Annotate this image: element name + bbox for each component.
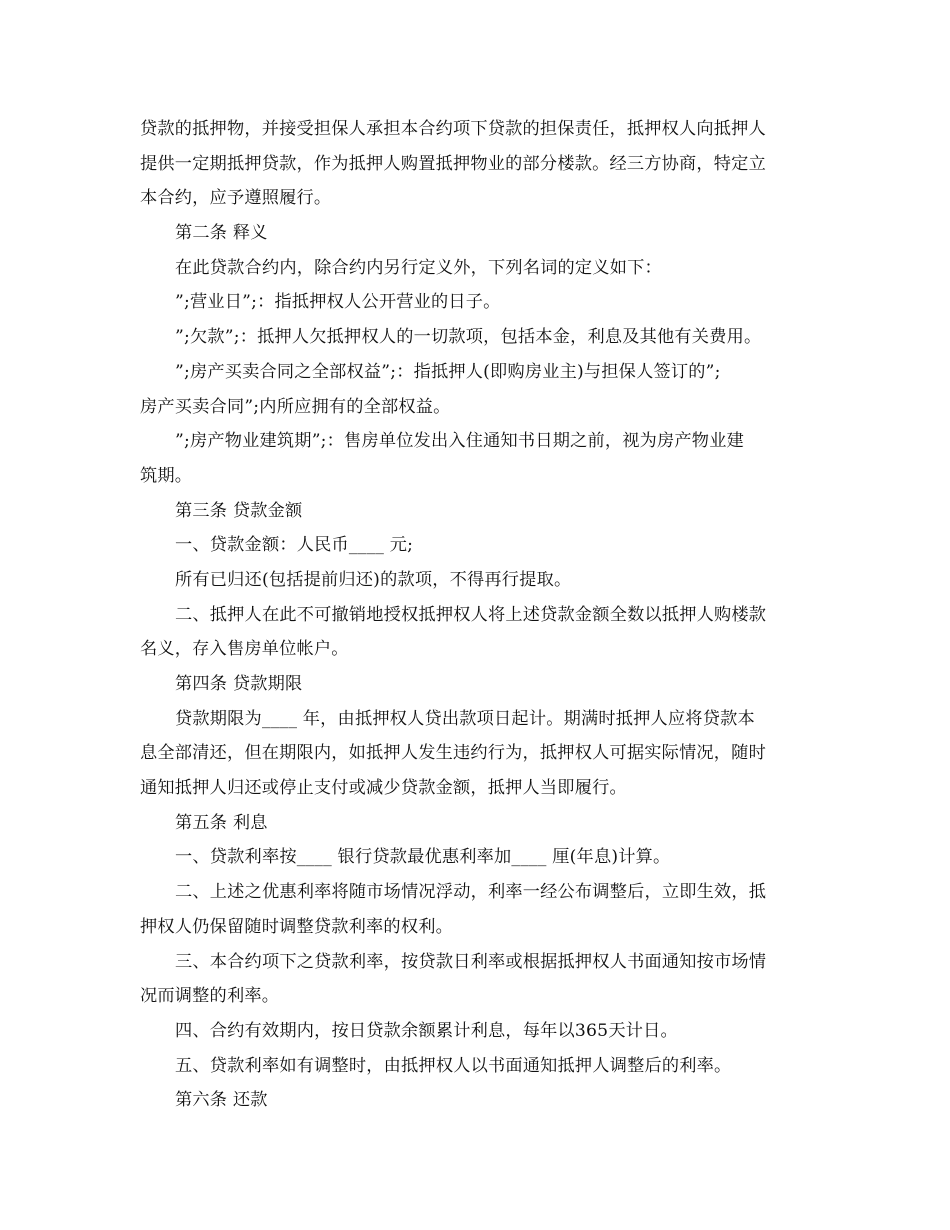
paragraph-line: 名义，存入售房单位帐户。 <box>140 639 349 660</box>
paragraph-line: 押权人仍保留随时调整贷款利率的权利。 <box>140 916 453 937</box>
paragraph-line: 况而调整的利率。 <box>140 986 280 1007</box>
definition-line: ”;房产买卖合同之全部权益”;：指抵押人(即购房业主)与担保人签订的”; <box>175 361 721 382</box>
paragraph-line: 贷款的抵押物，并接受担保人承担本合约项下贷款的担保责任，抵押权人向抵押人 <box>140 119 766 139</box>
article-heading: 第六条 还款 <box>175 1090 268 1111</box>
paragraph-line: 通知抵押人归还或停止支付或减少贷款金额，抵押人当即履行。 <box>140 778 627 799</box>
paragraph-line: 四、合约有效期内，按日贷款余额累计利息，每年以365天计日。 <box>175 1020 678 1041</box>
article-heading: 第五条 利息 <box>175 812 268 833</box>
paragraph-line: 二、上述之优惠利率将随市场情况浮动，利率一经公布调整后，立即生效，抵 <box>175 882 767 903</box>
definition-line: ”;欠款”;：抵押人欠抵押权人的一切款项，包括本金，利息及其他有关费用。 <box>175 327 762 348</box>
paragraph-line: 五、贷款利率如有调整时，由抵押权人以书面通知抵押人调整后的利率。 <box>175 1055 732 1076</box>
definition-line: ”;营业日”;：指抵押权人公开营业的日子。 <box>175 292 501 313</box>
paragraph-line: 一、贷款金额：人民币____ 元; <box>175 535 414 556</box>
paragraph-line: 一、贷款利率按____ 银行贷款最优惠利率加____ 厘(年息)计算。 <box>175 847 671 868</box>
paragraph-line: 贷款期限为____ 年，由抵押权人贷出款项日起计。期满时抵押人应将贷款本 <box>175 708 755 729</box>
document-body <box>140 112 820 1118</box>
paragraph-line: 所有已归还(包括提前归还)的款项，不得再行提取。 <box>175 569 572 590</box>
paragraph-line: 三、本合约项下之贷款利率，按贷款日利率或根据抵押权人书面通知按市场情 <box>175 951 767 972</box>
paragraph-line: 本合约，应予遵照履行。 <box>140 188 332 209</box>
paragraph-line: 房产买卖合同”;内所应拥有的全部权益。 <box>140 396 451 417</box>
article-heading: 第二条 释义 <box>175 223 268 244</box>
paragraph-line: 二、抵押人在此不可撤销地授权抵押权人将上述贷款金额全数以抵押人购楼款 <box>175 604 767 625</box>
definition-line: ”;房产物业建筑期”;：售房单位发出入住通知书日期之前，视为房产物业建 <box>175 431 744 452</box>
article-heading: 第四条 贷款期限 <box>175 674 303 694</box>
paragraph-line: 息全部清还，但在期限内，如抵押人发生违约行为，抵押权人可据实际情况，随时 <box>140 743 766 764</box>
paragraph-line: 筑期。 <box>140 465 193 486</box>
paragraph-line: 提供一定期抵押贷款，作为抵押人购置抵押物业的部分楼款。经三方协商，特定立 <box>140 153 766 174</box>
article-heading: 第三条 贷款金额 <box>175 500 303 521</box>
paragraph-line: 在此贷款合约内，除合约内另行定义外，下列名词的定义如下： <box>175 257 662 278</box>
